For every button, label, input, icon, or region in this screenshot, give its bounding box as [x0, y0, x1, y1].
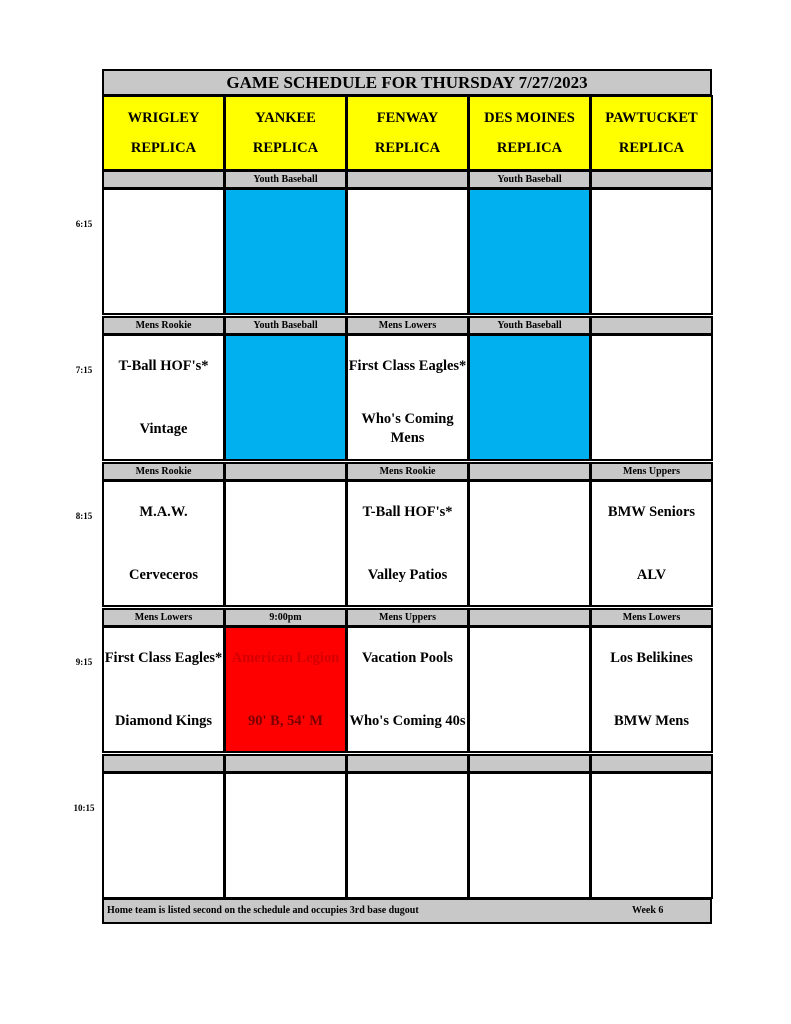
away-team [470, 482, 589, 542]
page-title: GAME SCHEDULE FOR THURSDAY 7/27/2023 [102, 69, 712, 96]
home-team [592, 399, 711, 459]
away-team [348, 774, 467, 834]
division-label: Mens Uppers [346, 608, 469, 627]
game-cell[interactable] [468, 772, 591, 899]
home-team [470, 253, 589, 313]
game-cell[interactable] [590, 480, 713, 607]
home-team: Who's Coming Mens [361, 411, 454, 446]
division-label [224, 754, 347, 773]
division-label: Mens Rookie [102, 462, 225, 481]
division-label [346, 170, 469, 189]
game-cell[interactable] [102, 772, 225, 899]
home-team [226, 837, 345, 897]
home-team [470, 545, 589, 605]
division-label: 9:00pm [224, 608, 347, 627]
game-cell[interactable] [346, 480, 469, 607]
away-team: American Legion [231, 649, 340, 666]
division-label [102, 170, 225, 189]
away-team [592, 774, 711, 834]
away-team [470, 336, 589, 396]
away-team [226, 482, 345, 542]
field-name: WRIGLEY [127, 109, 200, 126]
away-team: Los Belikines [610, 649, 693, 666]
game-cell[interactable] [102, 334, 225, 461]
division-label: Mens Lowers [346, 316, 469, 335]
home-team: Diamond Kings [114, 712, 213, 729]
field-name: DES MOINES [484, 109, 575, 126]
division-label: Youth Baseball [224, 316, 347, 335]
home-team [226, 545, 345, 605]
game-cell[interactable] [346, 772, 469, 899]
away-team: T-Ball HOF's* [362, 503, 453, 520]
away-team: BMW Seniors [607, 503, 696, 520]
home-team: Vintage [139, 420, 188, 437]
away-team: First Class Eagles* [348, 357, 467, 374]
away-team: First Class Eagles* [104, 649, 223, 666]
division-label: Youth Baseball [468, 316, 591, 335]
field-header [224, 95, 347, 171]
game-cell[interactable] [468, 626, 591, 753]
division-label [224, 462, 347, 481]
division-label [590, 316, 713, 335]
division-label: Mens Lowers [590, 608, 713, 627]
game-cell[interactable] [590, 334, 713, 461]
game-cell[interactable] [224, 626, 347, 753]
home-team [348, 837, 467, 897]
field-header [102, 95, 225, 171]
field-header [590, 95, 713, 171]
division-label [590, 754, 713, 773]
footer-note: Home team is listed second on the schedule and occupies 3rd base dugout [107, 905, 419, 916]
away-team: Vacation Pools [362, 649, 453, 666]
away-team [104, 190, 223, 250]
time-label: 8:15 [75, 511, 93, 521]
field-subtitle: REPLICA [252, 139, 319, 156]
away-team [470, 628, 589, 688]
home-team [226, 253, 345, 313]
game-cell[interactable] [590, 626, 713, 753]
away-team [348, 190, 467, 250]
time-label: 6:15 [75, 219, 93, 229]
away-team: T-Ball HOF's* [118, 357, 209, 374]
game-cell[interactable] [224, 188, 347, 315]
home-team: Who's Coming 40s [349, 712, 466, 729]
home-team [470, 399, 589, 459]
time-label: 10:15 [73, 803, 95, 813]
home-team [104, 253, 223, 313]
division-label [590, 170, 713, 189]
home-team [470, 837, 589, 897]
away-team [226, 336, 345, 396]
game-cell[interactable] [102, 626, 225, 753]
division-label: Mens Rookie [102, 316, 225, 335]
division-label: Youth Baseball [224, 170, 347, 189]
away-team [592, 336, 711, 396]
home-team [104, 837, 223, 897]
game-cell[interactable] [224, 772, 347, 899]
time-label: 7:15 [75, 365, 93, 375]
away-team [470, 190, 589, 250]
home-team [226, 399, 345, 459]
home-team [470, 691, 589, 751]
game-cell[interactable] [468, 188, 591, 315]
home-team [348, 253, 467, 313]
game-cell[interactable] [590, 772, 713, 899]
division-label: Mens Uppers [590, 462, 713, 481]
division-label: Youth Baseball [468, 170, 591, 189]
field-name: PAWTUCKET [605, 109, 698, 126]
game-cell[interactable] [590, 188, 713, 315]
field-name: YANKEE [255, 109, 316, 126]
division-label [346, 754, 469, 773]
home-team [592, 253, 711, 313]
home-team: ALV [636, 566, 667, 583]
division-label: Mens Rookie [346, 462, 469, 481]
home-team: 90' B, 54' M [248, 712, 323, 729]
field-subtitle: REPLICA [374, 139, 441, 156]
game-cell[interactable] [346, 334, 469, 461]
home-team: BMW Mens [613, 712, 690, 729]
footer-bar [102, 898, 712, 924]
home-team: Valley Patios [367, 566, 448, 583]
home-team [592, 837, 711, 897]
away-team [104, 774, 223, 834]
field-header [468, 95, 591, 171]
field-name: FENWAY [376, 109, 439, 126]
away-team [470, 774, 589, 834]
game-cell[interactable] [468, 480, 591, 607]
game-cell[interactable] [224, 334, 347, 461]
away-team: M.A.W. [139, 503, 188, 520]
away-team [592, 190, 711, 250]
game-cell[interactable] [102, 480, 225, 607]
division-label: Mens Lowers [102, 608, 225, 627]
game-cell[interactable] [224, 480, 347, 607]
field-subtitle: REPLICA [618, 139, 685, 156]
away-team [226, 190, 345, 250]
home-team: Cerveceros [129, 566, 198, 583]
field-subtitle: REPLICA [496, 139, 563, 156]
game-cell[interactable] [346, 626, 469, 753]
field-subtitle: REPLICA [130, 139, 197, 156]
division-label [468, 754, 591, 773]
game-cell[interactable] [468, 334, 591, 461]
week-label: Week 6 [632, 905, 664, 916]
division-label [468, 608, 591, 627]
away-team [226, 774, 345, 834]
time-label: 9:15 [75, 657, 93, 667]
division-label [102, 754, 225, 773]
game-cell[interactable] [346, 188, 469, 315]
division-label [468, 462, 591, 481]
field-header [346, 95, 469, 171]
game-cell[interactable] [102, 188, 225, 315]
